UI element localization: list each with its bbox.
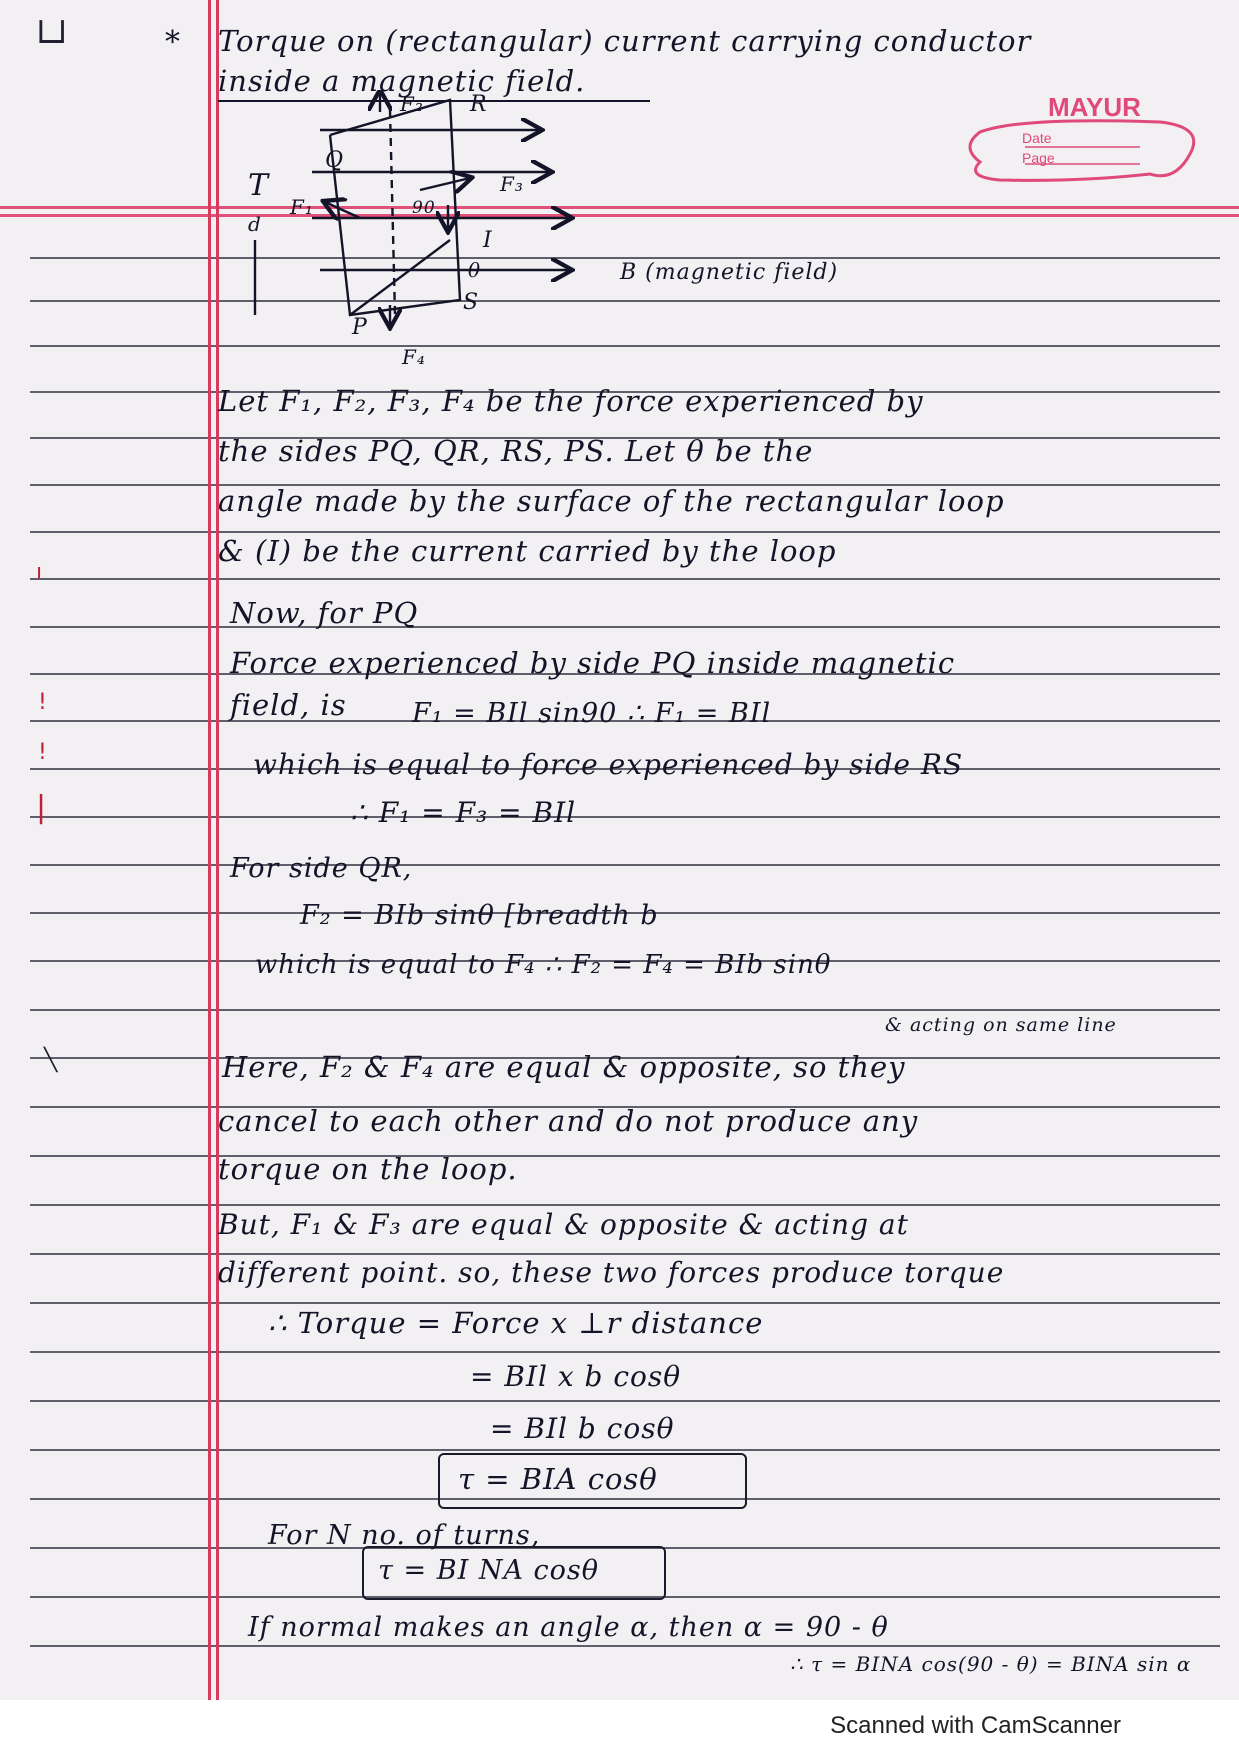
force-f3-arrow xyxy=(420,178,470,190)
note-line-22: For N no. of turns, xyxy=(268,1520,541,1551)
note-line-25: ∴ τ = BINA cos(90 - θ) = BINA sin α xyxy=(790,1652,1192,1676)
label-f1: F₁ xyxy=(290,195,314,219)
label-f3: F₃ xyxy=(500,172,524,196)
margin-tick: ! xyxy=(38,690,47,715)
note-line-7b: F₁ = BIl sin90 ∴ F₁ = BIl xyxy=(412,698,772,729)
note-line-10: For side QR, xyxy=(230,853,413,884)
note-line-15: torque on the loop. xyxy=(218,1152,518,1186)
label-p: P xyxy=(352,315,368,340)
margin-line xyxy=(208,0,211,1700)
note-line-16: But, F₁ & F₃ are equal & opposite & acting at xyxy=(218,1208,909,1241)
label-current: I xyxy=(483,228,493,253)
note-line-6: Force experienced by side PQ inside magnetic xyxy=(230,646,956,680)
note-line-18: ∴ Torque = Force x ⊥r distance xyxy=(268,1306,764,1340)
margin-corner-mark: └┘ xyxy=(30,22,74,63)
label-theta: θ xyxy=(468,258,482,282)
title-star: * xyxy=(165,25,181,60)
note-line-20: = BIl b cosθ xyxy=(490,1412,675,1445)
note-line-8: which is equal to force experienced by side RS xyxy=(253,748,964,781)
page-title-line1: Torque on (rectangular) current carrying conductor xyxy=(218,24,1032,58)
note-line-21: τ = BIA cosθ xyxy=(458,1462,658,1496)
margin-tick: ı xyxy=(36,560,43,585)
margin-check: ╲ xyxy=(44,1048,58,1073)
label-ninety-theta: 90 xyxy=(412,198,436,218)
brand-name: MAYUR xyxy=(1048,92,1141,122)
note-line-19: = BIl x b cosθ xyxy=(470,1360,682,1393)
note-line-24: If normal makes an angle α, then α = 90 - θ xyxy=(248,1612,889,1643)
loop-diagram xyxy=(220,90,870,370)
note-line-2: the sides PQ, QR, RS, PS. Let θ be the xyxy=(218,434,814,468)
note-line-12: which is equal to F₄ ∴ F₂ = F₄ = BIb sinθ xyxy=(255,950,832,980)
margin-tick: ! xyxy=(38,740,47,765)
label-f4: F₄ xyxy=(402,345,426,369)
margin-line xyxy=(216,0,219,1700)
scanner-footer xyxy=(0,1700,1239,1753)
force-f1-arrow xyxy=(325,202,360,218)
brand-page-label: Page xyxy=(1022,150,1055,166)
brand-scroll-icon xyxy=(960,92,1210,192)
note-line-1: Let F₁, F₂, F₃, F₄ be the force experienced by xyxy=(218,384,924,418)
note-line-9: ∴ F₁ = F₃ = BIl xyxy=(350,796,577,829)
margin-tick: | xyxy=(36,790,47,825)
note-line-7a: field, is xyxy=(230,688,347,722)
label-b-field: B (magnetic field) xyxy=(620,260,839,285)
label-d: d xyxy=(248,212,262,236)
note-line-14: cancel to each other and do not produce any xyxy=(218,1104,919,1138)
note-line-11: F₂ = BIb sinθ [breadth b xyxy=(300,900,659,931)
note-line-13-insert: & acting on same line xyxy=(885,1014,1117,1036)
note-line-5: Now, for PQ xyxy=(230,596,419,630)
label-s: S xyxy=(463,290,480,315)
page-title-line2: inside a magnetic field. xyxy=(218,64,586,98)
note-line-3: angle made by the surface of the rectangular loop xyxy=(218,484,1005,518)
note-line-23: τ = BI NA cosθ xyxy=(378,1555,600,1586)
label-f2: F₂ xyxy=(400,92,424,116)
label-q: Q xyxy=(325,148,345,173)
label-t: T xyxy=(248,168,270,203)
label-r: R xyxy=(470,92,488,117)
brand-date-label: Date xyxy=(1022,130,1052,146)
note-line-17: different point. so, these two forces produce torque xyxy=(218,1256,1005,1289)
note-line-13: Here, F₂ & F₄ are equal & opposite, so they xyxy=(222,1050,906,1084)
note-line-4: & (I) be the current carried by the loop xyxy=(218,534,837,568)
notebook-brand-stamp xyxy=(960,92,1210,192)
scanner-watermark: Scanned with CamScanner xyxy=(830,1712,1121,1739)
